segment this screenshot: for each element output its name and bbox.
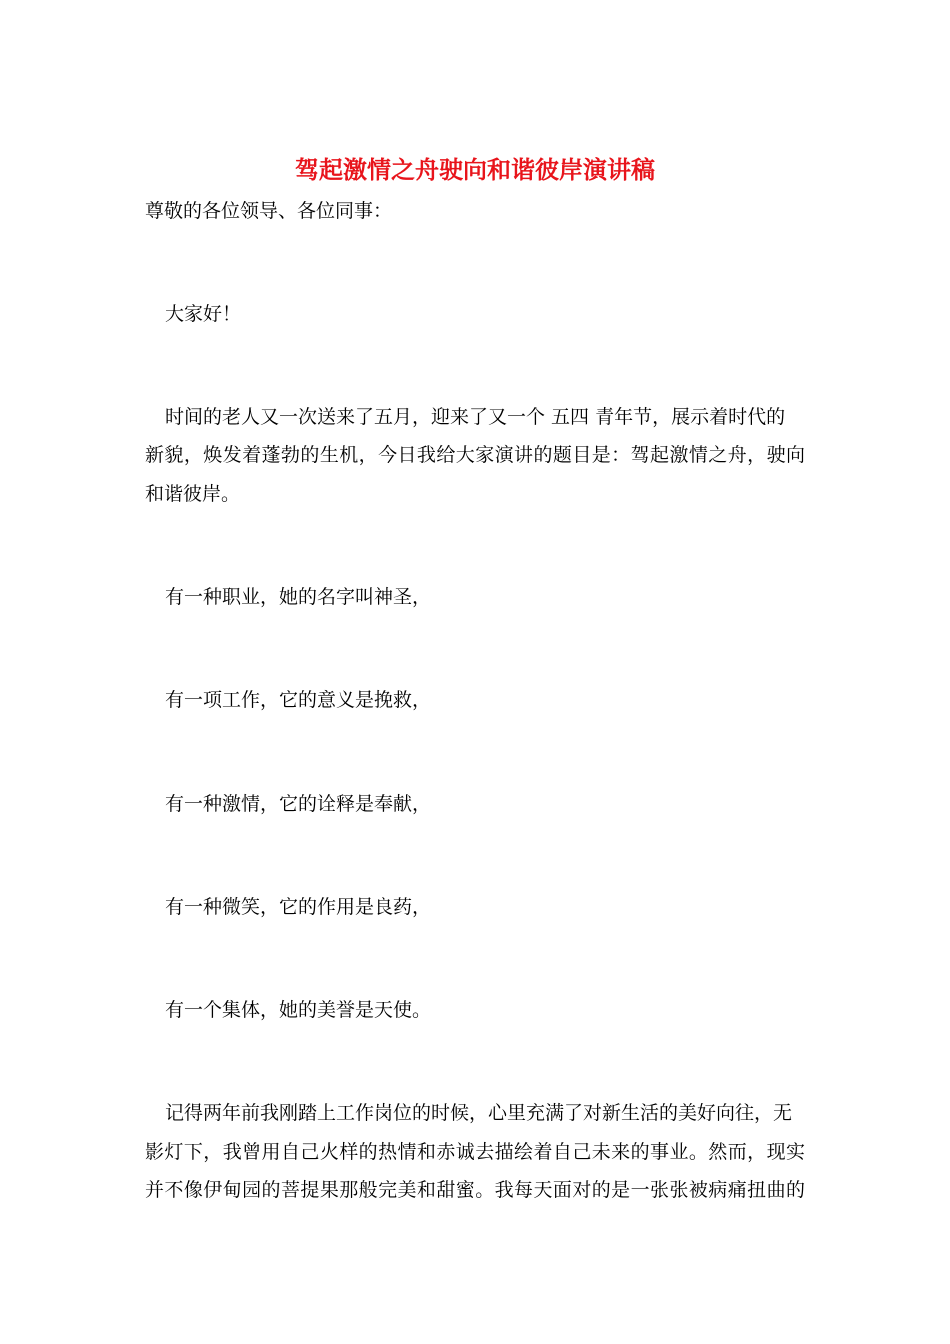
intro-line-1: 时间的老人又一次送来了五月，迎来了又一个 五四 青年节，展示着时代的 — [165, 406, 786, 428]
verse-line-4: 有一种微笑，它的作用是良药， — [165, 896, 432, 918]
intro-line-3: 和谐彼岸。 — [145, 483, 241, 505]
salutation: 尊敬的各位领导、各位同事： — [145, 200, 393, 222]
verse-line-5: 有一个集体，她的美誉是天使。 — [165, 999, 432, 1021]
intro-line-2: 新貌，焕发着蓬勃的生机，今日我给大家演讲的题目是：驾起激情之舟，驶向 — [145, 444, 805, 466]
greeting: 大家好！ — [165, 303, 242, 325]
verse-line-3: 有一种激情，它的诠释是奉献， — [165, 793, 432, 815]
verse-line-2: 有一项工作，它的意义是挽救， — [165, 689, 432, 711]
document-title: 驾起激情之舟驶向和谐彼岸演讲稿 — [295, 155, 655, 184]
closing-line-3: 并不像伊甸园的菩提果那般完美和甜蜜。我每天面对的是一张张被病痛扭曲的 — [145, 1179, 805, 1201]
verse-line-1: 有一种职业，她的名字叫神圣， — [165, 586, 432, 608]
closing-line-2: 影灯下，我曾用自己火样的热情和赤诚去描绘着自己未来的事业。然而，现实 — [145, 1141, 805, 1163]
closing-line-1: 记得两年前我刚踏上工作岗位的时候，心里充满了对新生活的美好向往，无 — [165, 1102, 793, 1124]
